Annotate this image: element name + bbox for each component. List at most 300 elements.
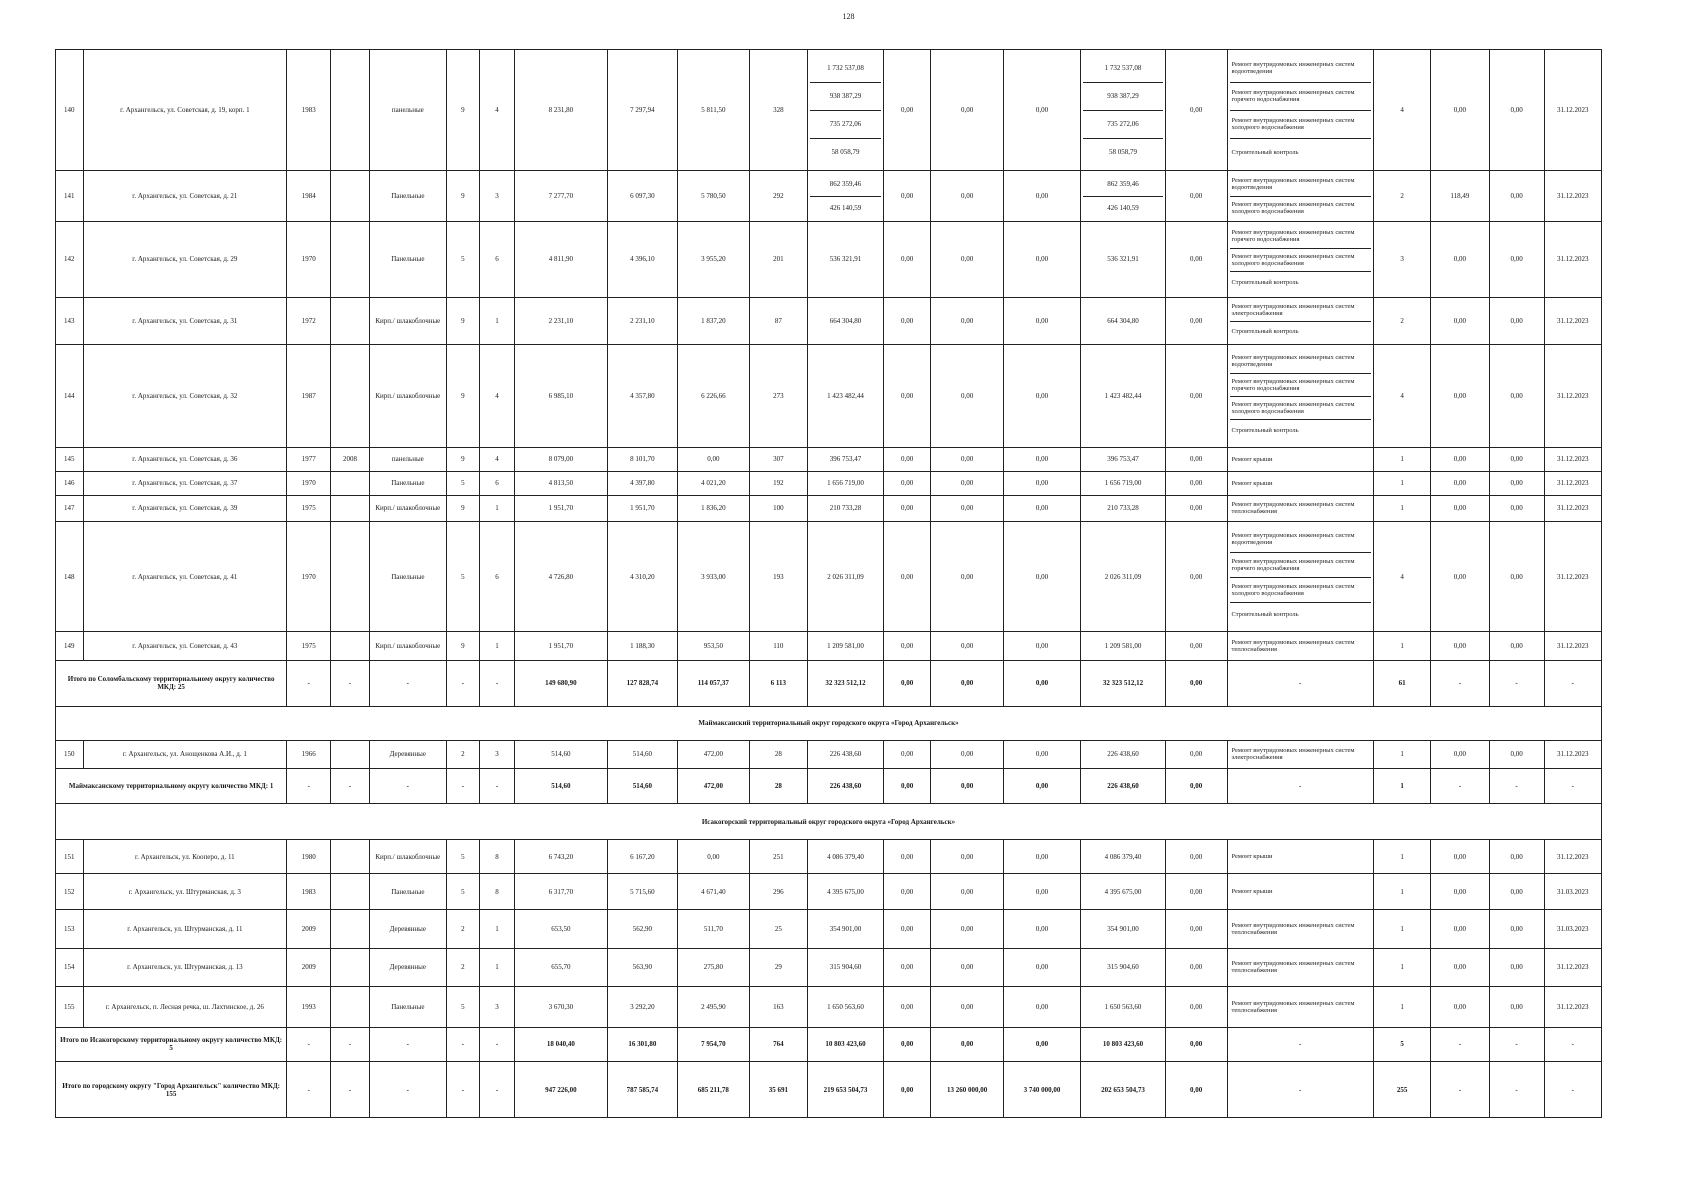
- work-types-part: Строительный контроль: [1230, 138, 1371, 166]
- owners-funds-part: 315 904,60: [1107, 963, 1139, 972]
- total-area: 6 317,70: [515, 874, 607, 910]
- fund-other: 0,00: [1165, 222, 1227, 298]
- work-types-part: Ремонт внутридомовых инженерных систем электроснабжения: [1231, 303, 1355, 318]
- rooms-area: 8 101,70: [607, 447, 677, 471]
- house-address: г. Архангельск, ул. Штурманская, д. 13: [83, 948, 287, 986]
- total-dash: -: [446, 660, 479, 706]
- wall-material: Панельные: [369, 874, 446, 910]
- total-area-rooms: 127 828,74: [607, 660, 677, 706]
- repair-cost-part: 1 209 581,00: [827, 641, 864, 650]
- max-cost: 0,00: [1489, 344, 1544, 447]
- house-address: г. Архангельск, ул. Штурманская, д. 3: [83, 874, 287, 910]
- total-own: 32 323 512,12: [1081, 660, 1166, 706]
- entrance-count: 8: [479, 874, 514, 910]
- residential-area: 275,80: [678, 948, 750, 986]
- rooms-area: 3 292,20: [607, 986, 677, 1027]
- total-label: Итого по Соломбальскому территориальному округу количество МКД: 25: [56, 660, 287, 706]
- entrance-count: 6: [479, 222, 514, 298]
- total-area: 655,70: [515, 948, 607, 986]
- owners-funds: [1081, 986, 1166, 1027]
- owners-funds: [1081, 741, 1166, 768]
- total-dash: -: [1489, 660, 1544, 706]
- repair-cost: [808, 344, 884, 447]
- total-dash: -: [1544, 768, 1601, 804]
- house-row: [56, 741, 1602, 768]
- total-area-rooms: 787 585,74: [607, 1062, 677, 1118]
- fund-other: 0,00: [1165, 522, 1227, 632]
- row-number: 149: [56, 632, 84, 660]
- unit-cost: 0,00: [1431, 910, 1489, 949]
- total-fund-1: 0,00: [883, 1062, 930, 1118]
- repair-cost-part: 735 272,06: [810, 110, 881, 138]
- fund-other: 0,00: [1165, 948, 1227, 986]
- total-work-count: 255: [1373, 1062, 1430, 1118]
- wall-material: Панельные: [369, 170, 446, 221]
- wall-material: панельные: [369, 447, 446, 471]
- work-types: [1227, 297, 1373, 344]
- total-dash: -: [1431, 768, 1489, 804]
- fund-other: 0,00: [1165, 50, 1227, 171]
- row-number: 147: [56, 495, 84, 521]
- owners-funds: [1081, 910, 1166, 949]
- fund-regional: 0,00: [931, 741, 1004, 768]
- max-cost: 0,00: [1489, 222, 1544, 298]
- rooms-area: 1 951,70: [607, 495, 677, 521]
- fund-local: 0,00: [1003, 222, 1080, 298]
- residents-count: 328: [749, 50, 807, 171]
- rooms-area: 4 310,20: [607, 522, 677, 632]
- max-cost: 0,00: [1489, 170, 1544, 221]
- total-dash: -: [331, 1027, 370, 1062]
- owners-funds-part: 4 395 675,00: [1104, 887, 1142, 896]
- owners-funds: [1081, 50, 1166, 171]
- fund-local: 0,00: [1003, 170, 1080, 221]
- owners-funds: [1081, 948, 1166, 986]
- owners-funds: [1081, 839, 1166, 874]
- work-types-part: Строительный контроль: [1230, 602, 1371, 627]
- total-dash: -: [1489, 1027, 1544, 1062]
- floor-count: 5: [446, 986, 479, 1027]
- year-renovated: [331, 170, 370, 221]
- district-section-row: [56, 706, 1602, 741]
- total-cost: 226 438,60: [808, 768, 884, 804]
- repair-cost: [808, 741, 884, 768]
- deadline: 31.03.2023: [1544, 874, 1601, 910]
- entrance-count: 1: [479, 948, 514, 986]
- max-cost: 0,00: [1489, 471, 1544, 495]
- total-area: 1 951,70: [515, 495, 607, 521]
- wall-material: Кирп./ шлакоблочные: [369, 632, 446, 660]
- fund-regional: 0,00: [931, 986, 1004, 1027]
- total-dash: -: [1431, 660, 1489, 706]
- year-renovated: [331, 495, 370, 521]
- residents-count: 100: [749, 495, 807, 521]
- repair-cost: [808, 471, 884, 495]
- owners-funds-part: 735 272,06: [1083, 110, 1163, 138]
- total-area-total: 514,60: [515, 768, 607, 804]
- work-types: [1227, 222, 1373, 298]
- max-cost: 0,00: [1489, 948, 1544, 986]
- total-own: 226 438,60: [1081, 768, 1166, 804]
- year-built: 2009: [287, 948, 331, 986]
- max-cost: 0,00: [1489, 741, 1544, 768]
- year-built: 1970: [287, 522, 331, 632]
- total-area-rooms: 16 301,80: [607, 1027, 677, 1062]
- work-count: 1: [1373, 447, 1430, 471]
- fund-regional: 0,00: [931, 910, 1004, 949]
- unit-cost: 0,00: [1431, 948, 1489, 986]
- work-types-part: Строительный контроль: [1230, 271, 1371, 294]
- total-dash: -: [287, 660, 331, 706]
- total-area: 6 985,10: [515, 344, 607, 447]
- work-types-part: Ремонт внутридомовых инженерных систем теплоснабжения: [1231, 921, 1355, 937]
- entrance-count: 4: [479, 447, 514, 471]
- floor-count: 9: [446, 344, 479, 447]
- fund-federal: 0,00: [883, 297, 930, 344]
- work-count: 1: [1373, 632, 1430, 660]
- row-number: 141: [56, 170, 84, 221]
- house-row: [56, 948, 1602, 986]
- work-types-part: Ремонт внутридомовых инженерных систем холодного водоснабжения: [1230, 196, 1371, 219]
- house-row: [56, 632, 1602, 660]
- total-area: 8 079,00: [515, 447, 607, 471]
- unit-cost: 0,00: [1431, 344, 1489, 447]
- max-cost: 0,00: [1489, 50, 1544, 171]
- unit-cost: 0,00: [1431, 495, 1489, 521]
- year-built: 1993: [287, 986, 331, 1027]
- fund-local: 0,00: [1003, 495, 1080, 521]
- work-types-part: Ремонт внутридомовых инженерных систем теплоснабжения: [1231, 999, 1355, 1014]
- owners-funds-part: 862 359,46: [1107, 180, 1139, 189]
- fund-federal: 0,00: [883, 222, 930, 298]
- work-types: [1227, 471, 1373, 495]
- year-renovated: [331, 632, 370, 660]
- total-dash: -: [369, 1027, 446, 1062]
- deadline: 31.12.2023: [1544, 471, 1601, 495]
- total-label: Итого по Исакогорскому территориальному округу количество МКД: 5: [56, 1027, 287, 1062]
- residents-count: 110: [749, 632, 807, 660]
- house-address: г. Архангельск, ул. Советская, д. 43: [83, 632, 287, 660]
- work-types-part: Ремонт внутридомовых инженерных систем горячего водоснабжения: [1230, 82, 1371, 110]
- total-dash: -: [287, 768, 331, 804]
- fund-federal: 0,00: [883, 170, 930, 221]
- fund-local: 0,00: [1003, 632, 1080, 660]
- repair-cost-part: 1 650 563,60: [827, 1002, 864, 1011]
- fund-other: 0,00: [1165, 986, 1227, 1027]
- capital-repair-register-table: [55, 49, 1602, 1118]
- repair-cost-part: 862 359,46: [829, 180, 862, 189]
- fund-local: 0,00: [1003, 297, 1080, 344]
- owners-funds: [1081, 874, 1166, 910]
- residents-count: 29: [749, 948, 807, 986]
- wall-material: Панельные: [369, 986, 446, 1027]
- repair-cost-part: 536 321,91: [829, 255, 862, 264]
- total-fund-2: 0,00: [931, 660, 1004, 706]
- year-built: 1975: [287, 495, 331, 521]
- repair-cost-part: 226 438,60: [829, 750, 862, 759]
- year-renovated: [331, 344, 370, 447]
- work-count: 1: [1373, 874, 1430, 910]
- owners-funds-part: 58 058,79: [1083, 138, 1163, 166]
- repair-cost: [808, 632, 884, 660]
- repair-cost-part: 315 904,60: [829, 963, 862, 972]
- fund-other: 0,00: [1165, 741, 1227, 768]
- total-dash: -: [1227, 660, 1373, 706]
- repair-cost: [808, 986, 884, 1027]
- repair-cost-part: 1 656 719,00: [827, 479, 864, 488]
- fund-local: 0,00: [1003, 839, 1080, 874]
- total-dash: -: [446, 768, 479, 804]
- total-area: 8 231,80: [515, 50, 607, 171]
- row-number: 153: [56, 910, 84, 949]
- fund-regional: 0,00: [931, 222, 1004, 298]
- district-total-row: [56, 1062, 1602, 1118]
- fund-federal: 0,00: [883, 522, 930, 632]
- row-number: 148: [56, 522, 84, 632]
- floor-count: 9: [446, 297, 479, 344]
- register-body: [56, 50, 1602, 1118]
- total-area: 4 813,50: [515, 471, 607, 495]
- work-count: 4: [1373, 50, 1430, 171]
- fund-federal: 0,00: [883, 910, 930, 949]
- row-number: 151: [56, 839, 84, 874]
- owners-funds-part: 938 387,29: [1083, 82, 1163, 110]
- page-number: 128: [842, 12, 855, 21]
- residential-area: 3 955,20: [678, 222, 750, 298]
- house-row: [56, 447, 1602, 471]
- floor-count: 2: [446, 910, 479, 949]
- total-fund-1: 0,00: [883, 1027, 930, 1062]
- fund-regional: 0,00: [931, 170, 1004, 221]
- fund-regional: 0,00: [931, 874, 1004, 910]
- owners-funds: [1081, 170, 1166, 221]
- repair-cost: [808, 839, 884, 874]
- owners-funds-part: 1 423 482,44: [1104, 391, 1142, 400]
- work-count: 1: [1373, 471, 1430, 495]
- total-dash: -: [479, 1062, 514, 1118]
- residential-area: 472,00: [678, 741, 750, 768]
- total-area: 4 726,80: [515, 522, 607, 632]
- repair-cost-part: 938 387,29: [810, 82, 881, 110]
- wall-material: Панельные: [369, 222, 446, 298]
- unit-cost: 0,00: [1431, 471, 1489, 495]
- rooms-area: 5 715,60: [607, 874, 677, 910]
- fund-other: 0,00: [1165, 447, 1227, 471]
- work-types-part: Строительный контроль: [1230, 419, 1371, 442]
- owners-funds-part: 1 650 563,60: [1104, 1002, 1142, 1011]
- year-built: 1966: [287, 741, 331, 768]
- total-fund-1: 0,00: [883, 660, 930, 706]
- residential-area: 3 933,00: [678, 522, 750, 632]
- work-types: [1227, 741, 1373, 768]
- entrance-count: 1: [479, 495, 514, 521]
- max-cost: 0,00: [1489, 495, 1544, 521]
- row-number: 155: [56, 986, 84, 1027]
- house-address: г. Архангельск, ул. Анощенкова А.И., д. 1: [83, 741, 287, 768]
- year-renovated: 2008: [331, 447, 370, 471]
- year-renovated: [331, 839, 370, 874]
- district-heading: Маймаксанский территориальный округ городского округа «Город Архангельск»: [56, 706, 1602, 741]
- total-residents: 35 691: [749, 1062, 807, 1118]
- fund-federal: 0,00: [883, 741, 930, 768]
- total-area: 514,60: [515, 741, 607, 768]
- total-fund-3: 0,00: [1003, 1027, 1080, 1062]
- total-area-total: 18 040,40: [515, 1027, 607, 1062]
- entrance-count: 3: [479, 986, 514, 1027]
- fund-local: 0,00: [1003, 50, 1080, 171]
- work-types-part: Ремонт внутридомовых инженерных систем водоотведения: [1231, 354, 1355, 369]
- work-types-part: Ремонт внутридомовых инженерных систем водоотведения: [1231, 60, 1355, 75]
- total-area-rooms: 514,60: [607, 768, 677, 804]
- wall-material: Кирп./ шлакоблочные: [369, 495, 446, 521]
- fund-local: 0,00: [1003, 447, 1080, 471]
- year-built: 1970: [287, 222, 331, 298]
- year-renovated: [331, 986, 370, 1027]
- work-types: [1227, 50, 1373, 171]
- fund-regional: 0,00: [931, 344, 1004, 447]
- fund-federal: 0,00: [883, 50, 930, 171]
- year-built: 1987: [287, 344, 331, 447]
- house-row: [56, 344, 1602, 447]
- rooms-area: 7 297,94: [607, 50, 677, 171]
- fund-regional: 0,00: [931, 495, 1004, 521]
- year-built: 2009: [287, 910, 331, 949]
- work-types: [1227, 632, 1373, 660]
- total-dash: -: [331, 660, 370, 706]
- entrance-count: 8: [479, 839, 514, 874]
- total-residents: 28: [749, 768, 807, 804]
- fund-other: 0,00: [1165, 839, 1227, 874]
- deadline: 31.12.2023: [1544, 741, 1601, 768]
- wall-material: панельные: [369, 50, 446, 171]
- rooms-area: 4 357,80: [607, 344, 677, 447]
- work-types-part: Ремонт внутридомовых инженерных систем водоотведения: [1231, 532, 1355, 547]
- owners-funds-part: 396 753,47: [1107, 455, 1139, 464]
- residents-count: 87: [749, 297, 807, 344]
- residential-area: 5 780,50: [678, 170, 750, 221]
- fund-regional: 0,00: [931, 839, 1004, 874]
- wall-material: Панельные: [369, 522, 446, 632]
- year-renovated: [331, 222, 370, 298]
- repair-cost-part: 58 058,79: [810, 138, 881, 166]
- work-types-part: Ремонт внутридомовых инженерных систем горячего водоснабжения: [1231, 229, 1355, 244]
- floor-count: 9: [446, 50, 479, 171]
- house-row: [56, 839, 1602, 874]
- total-area: 3 670,30: [515, 986, 607, 1027]
- work-types-part: Ремонт крыши: [1231, 888, 1273, 896]
- unit-cost: 0,00: [1431, 222, 1489, 298]
- row-number: 140: [56, 50, 84, 171]
- residents-count: 307: [749, 447, 807, 471]
- house-address: г. Архангельск, ул. Советская, д. 29: [83, 222, 287, 298]
- total-cost: 32 323 512,12: [808, 660, 884, 706]
- total-work-count: 1: [1373, 768, 1430, 804]
- work-types: [1227, 874, 1373, 910]
- residential-area: 1 836,20: [678, 495, 750, 521]
- fund-federal: 0,00: [883, 495, 930, 521]
- fund-federal: 0,00: [883, 839, 930, 874]
- work-types: [1227, 910, 1373, 949]
- residents-count: 292: [749, 170, 807, 221]
- max-cost: 0,00: [1489, 874, 1544, 910]
- unit-cost: 0,00: [1431, 522, 1489, 632]
- floor-count: 5: [446, 471, 479, 495]
- fund-federal: 0,00: [883, 632, 930, 660]
- residents-count: 25: [749, 910, 807, 949]
- owners-funds-part: 2 026 311,09: [1104, 572, 1142, 581]
- repair-cost-part: 4 086 379,40: [827, 852, 864, 861]
- year-built: 1980: [287, 839, 331, 874]
- district-total-row: [56, 1027, 1602, 1062]
- floor-count: 5: [446, 874, 479, 910]
- fund-federal: 0,00: [883, 986, 930, 1027]
- entrance-count: 4: [479, 50, 514, 171]
- residential-area: 5 811,50: [678, 50, 750, 171]
- fund-local: 0,00: [1003, 522, 1080, 632]
- repair-cost-part: 4 395 675,00: [827, 887, 864, 896]
- work-types-part: Ремонт крыши: [1231, 455, 1273, 463]
- total-area-total: 947 226,00: [515, 1062, 607, 1118]
- total-area-resid: 114 057,37: [678, 660, 750, 706]
- owners-funds-part: 210 733,28: [1107, 504, 1139, 513]
- total-area: 1 951,70: [515, 632, 607, 660]
- deadline: 31.12.2023: [1544, 170, 1601, 221]
- residents-count: 163: [749, 986, 807, 1027]
- total-dash: -: [1489, 768, 1544, 804]
- house-address: г. Архангельск, ул. Советская, д. 41: [83, 522, 287, 632]
- wall-material: Кирп./ шлакоблочные: [369, 344, 446, 447]
- residential-area: 0,00: [678, 447, 750, 471]
- fund-federal: 0,00: [883, 874, 930, 910]
- total-area: 2 231,10: [515, 297, 607, 344]
- residents-count: 296: [749, 874, 807, 910]
- fund-local: 0,00: [1003, 471, 1080, 495]
- total-area: 653,50: [515, 910, 607, 949]
- deadline: 31.12.2023: [1544, 948, 1601, 986]
- work-types: [1227, 522, 1373, 632]
- year-built: 1984: [287, 170, 331, 221]
- work-types: [1227, 948, 1373, 986]
- work-types: [1227, 170, 1373, 221]
- work-types: [1227, 986, 1373, 1027]
- total-dash: -: [1431, 1062, 1489, 1118]
- work-types-part: Ремонт внутридомовых инженерных систем холодного водоснабжения: [1230, 248, 1371, 271]
- total-label: Итого по городскому округу "Город Архангельск" количество МКД: 155: [56, 1062, 287, 1118]
- rooms-area: 2 231,10: [607, 297, 677, 344]
- rooms-area: 4 397,80: [607, 471, 677, 495]
- owners-funds: [1081, 495, 1166, 521]
- year-built: 1970: [287, 471, 331, 495]
- floor-count: 2: [446, 741, 479, 768]
- max-cost: 0,00: [1489, 839, 1544, 874]
- owners-funds: [1081, 222, 1166, 298]
- work-types-part: Строительный контроль: [1230, 321, 1371, 342]
- rooms-area: 6 167,20: [607, 839, 677, 874]
- house-row: [56, 297, 1602, 344]
- total-dash: -: [1227, 1062, 1373, 1118]
- total-area: 7 277,70: [515, 170, 607, 221]
- residents-count: 193: [749, 522, 807, 632]
- repair-cost: [808, 948, 884, 986]
- owners-funds: [1081, 632, 1166, 660]
- total-dash: -: [446, 1027, 479, 1062]
- total-dash: -: [1544, 1027, 1601, 1062]
- residents-count: 28: [749, 741, 807, 768]
- fund-other: 0,00: [1165, 344, 1227, 447]
- repair-cost-part: 1 423 482,44: [827, 391, 864, 400]
- fund-other: 0,00: [1165, 910, 1227, 949]
- deadline: 31.03.2023: [1544, 910, 1601, 949]
